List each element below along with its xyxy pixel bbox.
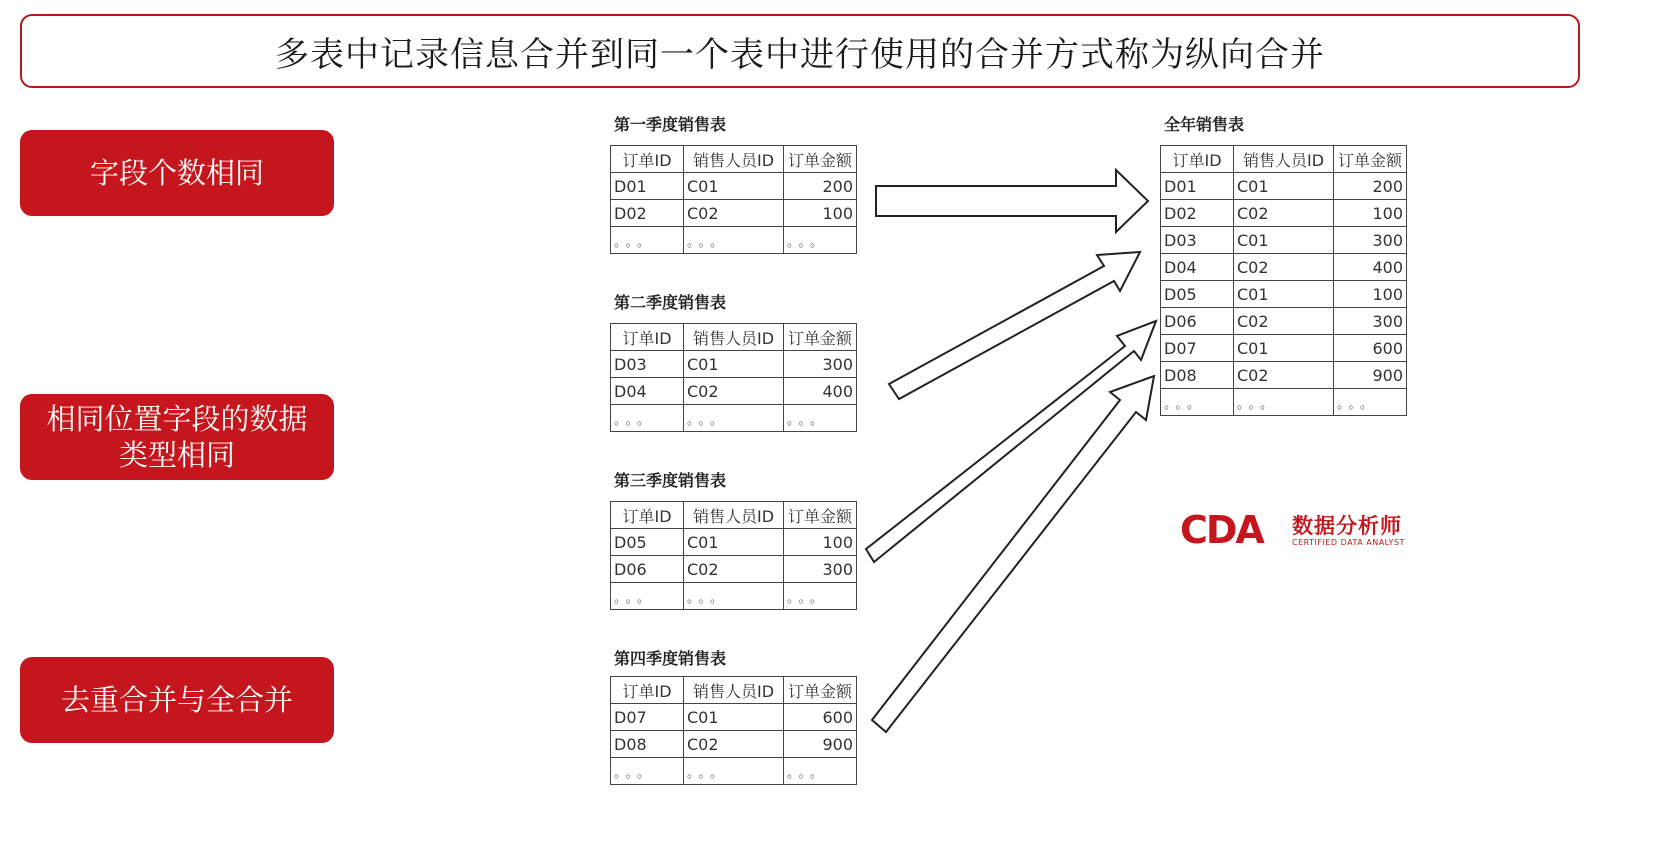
cell: C02 xyxy=(1234,308,1334,335)
arrow-q1 xyxy=(876,170,1148,232)
cell: D07 xyxy=(611,704,684,731)
q4-caption: 第四季度销售表 xyxy=(614,649,727,668)
cell: 400 xyxy=(1334,254,1407,281)
col-salesperson-id: 销售人员ID xyxy=(684,146,784,173)
cell: C02 xyxy=(684,378,784,405)
col-order-id: 订单ID xyxy=(611,324,684,351)
ellipsis-cell: 。。。 xyxy=(684,227,784,254)
cell: C01 xyxy=(684,351,784,378)
col-order-amount: 订单金额 xyxy=(784,324,857,351)
cell: 900 xyxy=(784,731,857,758)
ellipsis-cell: 。。。 xyxy=(611,227,684,254)
col-order-amount: 订单金额 xyxy=(784,502,857,529)
col-salesperson-id: 销售人员ID xyxy=(684,677,784,704)
ellipsis-cell: 。。。 xyxy=(611,405,684,432)
cell: 100 xyxy=(784,529,857,556)
cell: 200 xyxy=(784,173,857,200)
cell: C01 xyxy=(684,173,784,200)
col-order-id: 订单ID xyxy=(611,146,684,173)
cda-logo xyxy=(1180,508,1420,552)
cell: C02 xyxy=(1234,200,1334,227)
logo-chinese-text: 数据分析师 xyxy=(1292,514,1402,538)
cell: D04 xyxy=(611,378,684,405)
ellipsis-cell: 。。。 xyxy=(684,758,784,785)
cell: 400 xyxy=(784,378,857,405)
ellipsis-cell: 。。。 xyxy=(1234,389,1334,416)
cell: 300 xyxy=(1334,227,1407,254)
col-order-id: 订单ID xyxy=(611,502,684,529)
cell: D08 xyxy=(611,731,684,758)
col-order-id: 订单ID xyxy=(611,677,684,704)
condition-field-count-label: 字段个数相同 xyxy=(89,156,264,190)
ellipsis-cell: 。。。 xyxy=(784,583,857,610)
cell: D02 xyxy=(1161,200,1234,227)
ellipsis-cell: 。。。 xyxy=(784,405,857,432)
ellipsis-cell: 。。。 xyxy=(784,227,857,254)
cell: C02 xyxy=(684,556,784,583)
logo-wordmark: CDA xyxy=(1180,508,1263,552)
cell: D06 xyxy=(611,556,684,583)
cell: C02 xyxy=(1234,362,1334,389)
cell: 200 xyxy=(1334,173,1407,200)
col-salesperson-id: 销售人员ID xyxy=(684,502,784,529)
q2-caption: 第二季度销售表 xyxy=(614,293,727,312)
cell: 900 xyxy=(1334,362,1407,389)
cell: C02 xyxy=(684,200,784,227)
col-order-id: 订单ID xyxy=(1161,146,1234,173)
cell: C02 xyxy=(1234,254,1334,281)
cell: D01 xyxy=(611,173,684,200)
q1-caption: 第一季度销售表 xyxy=(614,115,727,134)
q3-caption: 第三季度销售表 xyxy=(614,471,727,490)
condition-field-type-label: 相同位置字段的数据类型相同 xyxy=(46,402,308,472)
cell: C01 xyxy=(1234,281,1334,308)
cell: D07 xyxy=(1161,335,1234,362)
col-salesperson-id: 销售人员ID xyxy=(1234,146,1334,173)
page-title: 多表中记录信息合并到同一个表中进行使用的合并方式称为纵向合并 xyxy=(275,34,1325,75)
ellipsis-cell: 。。。 xyxy=(1334,389,1407,416)
cell: C02 xyxy=(684,731,784,758)
cell: D08 xyxy=(1161,362,1234,389)
col-order-amount: 订单金额 xyxy=(784,677,857,704)
cell: D03 xyxy=(611,351,684,378)
cell: D01 xyxy=(1161,173,1234,200)
cell: 300 xyxy=(784,351,857,378)
cell: C01 xyxy=(1234,227,1334,254)
annual-caption: 全年销售表 xyxy=(1164,115,1245,134)
cell: 100 xyxy=(1334,200,1407,227)
ellipsis-cell: 。。。 xyxy=(1161,389,1234,416)
cell: D05 xyxy=(611,529,684,556)
cell: 600 xyxy=(1334,335,1407,362)
cell: D03 xyxy=(1161,227,1234,254)
cell: D02 xyxy=(611,200,684,227)
ellipsis-cell: 。。。 xyxy=(611,758,684,785)
cell: 300 xyxy=(784,556,857,583)
cell: D06 xyxy=(1161,308,1234,335)
cell: 100 xyxy=(1334,281,1407,308)
cell: 300 xyxy=(1334,308,1407,335)
ellipsis-cell: 。。。 xyxy=(684,405,784,432)
col-salesperson-id: 销售人员ID xyxy=(684,324,784,351)
cell: 100 xyxy=(784,200,857,227)
col-order-amount: 订单金额 xyxy=(784,146,857,173)
condition-dedup-union-label: 去重合并与全合并 xyxy=(60,683,293,717)
ellipsis-cell: 。。。 xyxy=(611,583,684,610)
ellipsis-cell: 。。。 xyxy=(784,758,857,785)
cell: C01 xyxy=(1234,335,1334,362)
cell: C01 xyxy=(684,529,784,556)
cell: D04 xyxy=(1161,254,1234,281)
arrow-q4 xyxy=(872,376,1154,732)
cell: C01 xyxy=(684,704,784,731)
cell: 600 xyxy=(784,704,857,731)
cell: D05 xyxy=(1161,281,1234,308)
ellipsis-cell: 。。。 xyxy=(684,583,784,610)
cell: C01 xyxy=(1234,173,1334,200)
logo-english-text: CERTIFIED DATA ANALYST xyxy=(1292,538,1405,547)
col-order-amount: 订单金额 xyxy=(1334,146,1407,173)
